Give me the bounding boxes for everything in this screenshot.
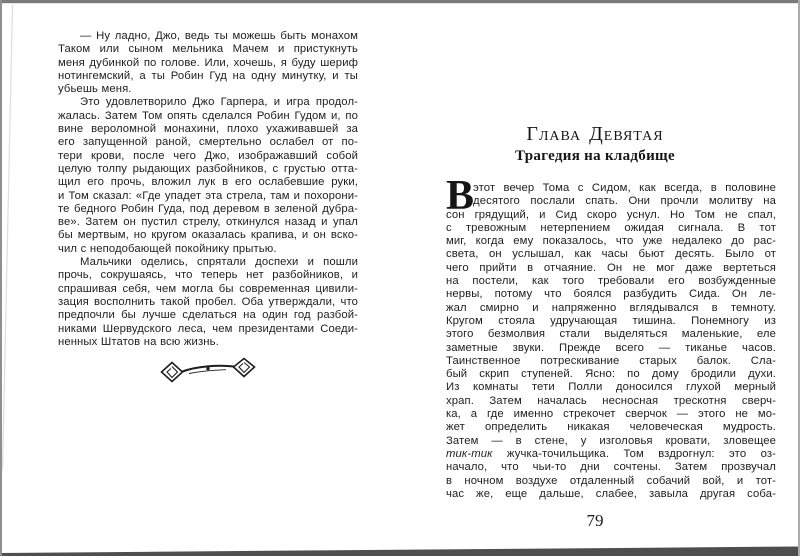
text-line: тери крови, после чего Джо, изображавший собой bbox=[58, 149, 358, 162]
chapter-title-word: ГЛАВА bbox=[526, 123, 582, 145]
text-line: начало, что чьи-то дни сочтены. Затем прозвучал bbox=[446, 461, 776, 474]
right-page-text-column bbox=[446, 173, 776, 501]
text-line: бы мертвым, но кругом оказалась крапива, и он вско- bbox=[58, 229, 358, 242]
chapter-heading-block bbox=[415, 124, 775, 165]
text-line: щил его прочь, вложил лук в его ослабевшие руки, bbox=[58, 176, 358, 189]
text-line: этот вечер Тома с Сидом, как всегда, в половине bbox=[473, 182, 776, 194]
page-number: 79 bbox=[586, 511, 604, 530]
text-line: и Том сказал: «Где упадет эта стрела, там и похорони- bbox=[58, 189, 358, 202]
text-line: чил с неподобающей покойнику прытью. bbox=[58, 242, 277, 255]
text-line: жалась. Затем Том опять сделался Робин Гудом и, по bbox=[58, 109, 358, 122]
text-line: ненных Штатов на всю жизнь. bbox=[58, 335, 219, 348]
text-line: храп. Затем началась несносная трескотня сверч- bbox=[446, 394, 776, 407]
text-line: вине вероломной монахини, плохо ухаживавшей за bbox=[58, 123, 358, 136]
text-line: бый скрип ступеней. Ясно: по дому бродили духи. bbox=[446, 368, 776, 381]
drop-cap: В bbox=[446, 173, 475, 219]
text-line: этого безмолвия стали выделяться маленькие, еле bbox=[446, 328, 776, 341]
text-line: — Ну ладно, Джо, ведь ты можешь быть монахом bbox=[80, 30, 358, 42]
text-line: заметные звуки. Прежде всего — тиканье часов. bbox=[446, 341, 776, 354]
text-line: Кругом стояла удручающая тишина. Понемногу из bbox=[446, 314, 776, 327]
chapter-title-word: ДЕВЯТАЯ bbox=[589, 123, 664, 145]
text-line: его запущенной раной, смертельно ослабел от по- bbox=[58, 136, 358, 149]
text-line: Таком или сыном мельника Мачем и пристукнуть bbox=[58, 43, 358, 56]
text-line: спрашивая себя, чем могла бы современная цивили- bbox=[58, 282, 358, 295]
text-line: зация восполнить такой пробел. Оба утверждали, что bbox=[58, 295, 358, 308]
text-line: ве». Затем он пустил стрелу, откинулся назад и упал bbox=[58, 216, 358, 229]
text-line: на постели, как того требовали его возбужденные bbox=[446, 275, 776, 288]
text-line: с тревожным нетерпением ожидая сигнала. В тот bbox=[446, 221, 776, 234]
text-line: десятого послали спать. Они прочли молитву на bbox=[473, 195, 776, 208]
text-line: Из комнаты тети Полли доносился глухой мерный bbox=[446, 381, 776, 394]
text-line: те бедного Робин Гуда, под деревом в зеленой дубра- bbox=[58, 202, 358, 215]
text-line: Это удовлетворило Джо Гарпера, и игра продол- bbox=[80, 96, 358, 109]
text-line bbox=[446, 448, 776, 461]
text-line: никами Шервудского леса, чем президентами Соеди- bbox=[58, 322, 358, 335]
text-line: Таинственное потрескивание старых балок. Сла- bbox=[446, 354, 776, 367]
text-segment: тик-тик bbox=[446, 447, 493, 460]
text-line: меня дубинкой по голове. Или, хочешь, я буду шериф bbox=[58, 56, 358, 69]
text-line: света, он услышал, как часы бьют десять. Было от bbox=[446, 248, 776, 261]
text-line: нотингемский, а ты Робин Гуд на одну минутку, и ты bbox=[58, 69, 358, 82]
text-line: жет определить никакая человеческая мудрость. bbox=[446, 421, 776, 434]
text-segment: жучка-точильщика. Том вздрогнул: это оз- bbox=[492, 447, 776, 460]
text-line: Мальчики оделись, спрятали доспехи и пошли bbox=[80, 256, 358, 269]
text-line: прочь, сокрушаясь, что теперь нет разбойников, и bbox=[58, 269, 358, 282]
text-line: убьешь меня. bbox=[58, 83, 132, 96]
text-line: сон грядущий, и Сид скоро уснул. Но Том не спал, bbox=[446, 208, 776, 221]
text-line: Затем — в стене, у изголовья кровати, зловещее bbox=[446, 434, 776, 447]
left-page-text-column bbox=[58, 30, 358, 349]
chapter-subtitle: Трагедия на кладбище bbox=[515, 148, 675, 164]
chapter-title bbox=[415, 124, 775, 145]
text-line: жал смирно и напряженно вглядывался в темноту. bbox=[446, 301, 776, 314]
text-line: нервы, потому что боялся разбудить Сида. Он ле- bbox=[446, 288, 776, 301]
text-line: в ночном воздухе отдаленный собачий вой, и тот- bbox=[446, 474, 776, 487]
text-line: чего прийти в отчаяние. Он не мог даже вертеться bbox=[446, 261, 776, 274]
text-line: предпочли бы лучше сделаться на один год разбой- bbox=[58, 309, 358, 322]
text-line: миг, когда ему показалось, что уже недалеко до рас- bbox=[446, 235, 776, 248]
text-line: ка, а где именно стрекочет сверчок — этого не мо- bbox=[446, 408, 776, 421]
text-line: час же, еще дальше, слабее, завыла другая соба- bbox=[446, 487, 776, 500]
section-divider-ornament-icon bbox=[158, 357, 258, 383]
text-line: целую толпу рыдающих разбойников, с грустью отта- bbox=[58, 162, 358, 175]
